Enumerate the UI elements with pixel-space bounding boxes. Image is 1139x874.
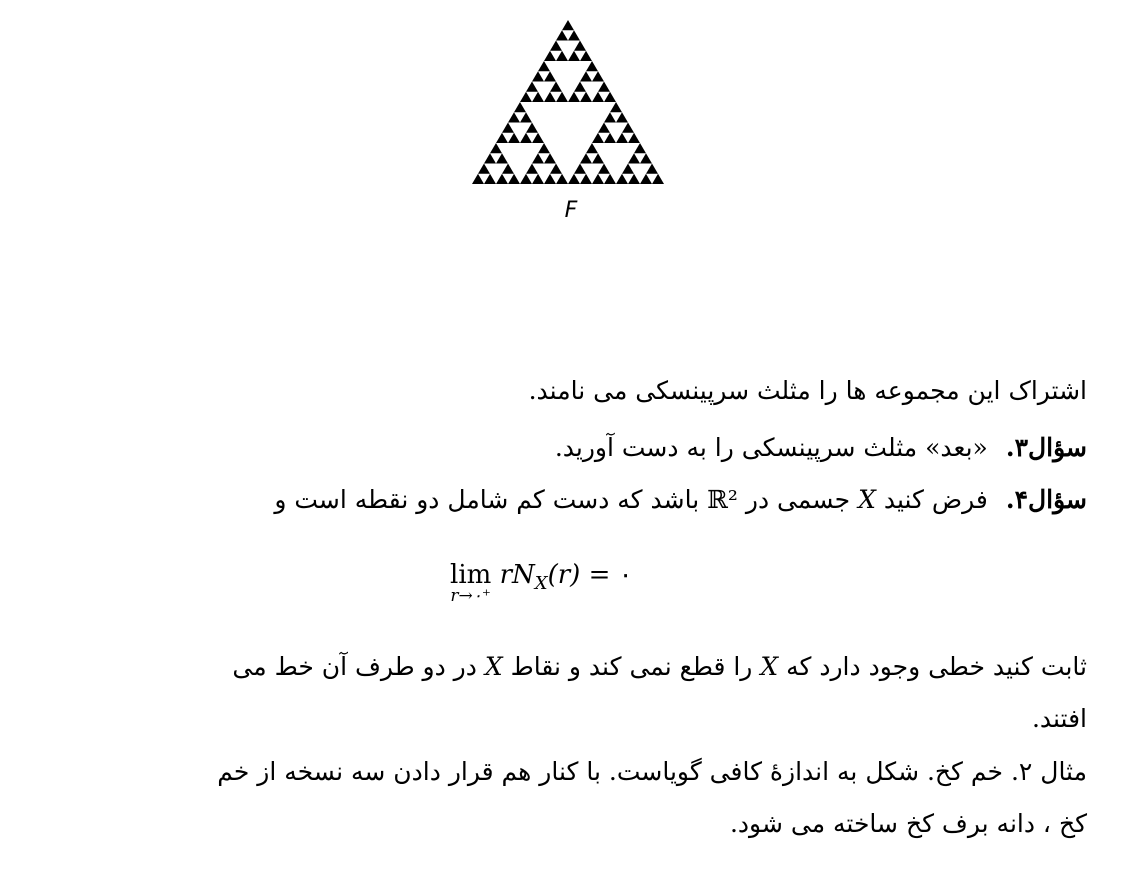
lim-word: lim (450, 560, 492, 590)
example-2-line-2 (730, 807, 1087, 841)
example-2-text-a: مثال ۲. خم کخ. شکل به اندازهٔ کافی گویاست. با کنار هم قرار دادن سه نسخه از خم (217, 757, 1087, 786)
limit-operator (450, 560, 491, 606)
lim-subscript: r→۰⁺ (450, 586, 491, 606)
prove-text-b: را قطع نمی کند و نقاط (510, 652, 753, 681)
sierpinski-triangle-shapes (472, 20, 664, 184)
variable-x: X (484, 652, 503, 681)
question-3-text: «بعد» مثلث سرپینسکی را به دست آورید. (554, 433, 988, 462)
sentence-intersection: اشتراک این مجموعه ها را مثلث سرپینسکی می نامند. (528, 376, 1087, 405)
variable-x: X (760, 652, 779, 681)
question-4-text-b: جسمی در (745, 485, 851, 514)
question-4-text-a: فرض کنید (883, 485, 988, 514)
prove-text-d: افتند. (1031, 704, 1087, 733)
example-2-line-1 (217, 755, 1087, 789)
limit-formula (450, 560, 633, 606)
question-4-text-c: باشد که دست کم شامل دو نقطه است و (274, 485, 700, 514)
prove-text-a: ثابت کنید خطی وجود دارد که (786, 652, 1087, 681)
text-line-fall (1032, 702, 1087, 736)
variable-x: X (858, 485, 876, 514)
space-r2: ℝ² (707, 485, 738, 514)
figure-label: F (564, 198, 578, 223)
formula-argument: (r) (547, 560, 581, 590)
question-4 (274, 483, 1087, 517)
question-3-heading: سؤال۳. (1005, 433, 1087, 462)
question-3 (555, 431, 1087, 465)
formula-equals: = (588, 560, 611, 590)
sierpinski-triangle-figure (470, 18, 666, 188)
prove-text-c: در دو طرف آن خط می (232, 652, 477, 681)
question-4-heading: سؤال۴. (1005, 485, 1087, 514)
formula-subscript: X (534, 573, 548, 594)
text-line-sierpinski-intersection (529, 374, 1087, 408)
example-2-text-b: کخ ، دانه برف کخ ساخته می شود. (729, 809, 1087, 838)
formula-body: rN (499, 560, 535, 590)
formula-rhs: ۰ (618, 560, 633, 590)
text-line-prove (232, 650, 1087, 684)
